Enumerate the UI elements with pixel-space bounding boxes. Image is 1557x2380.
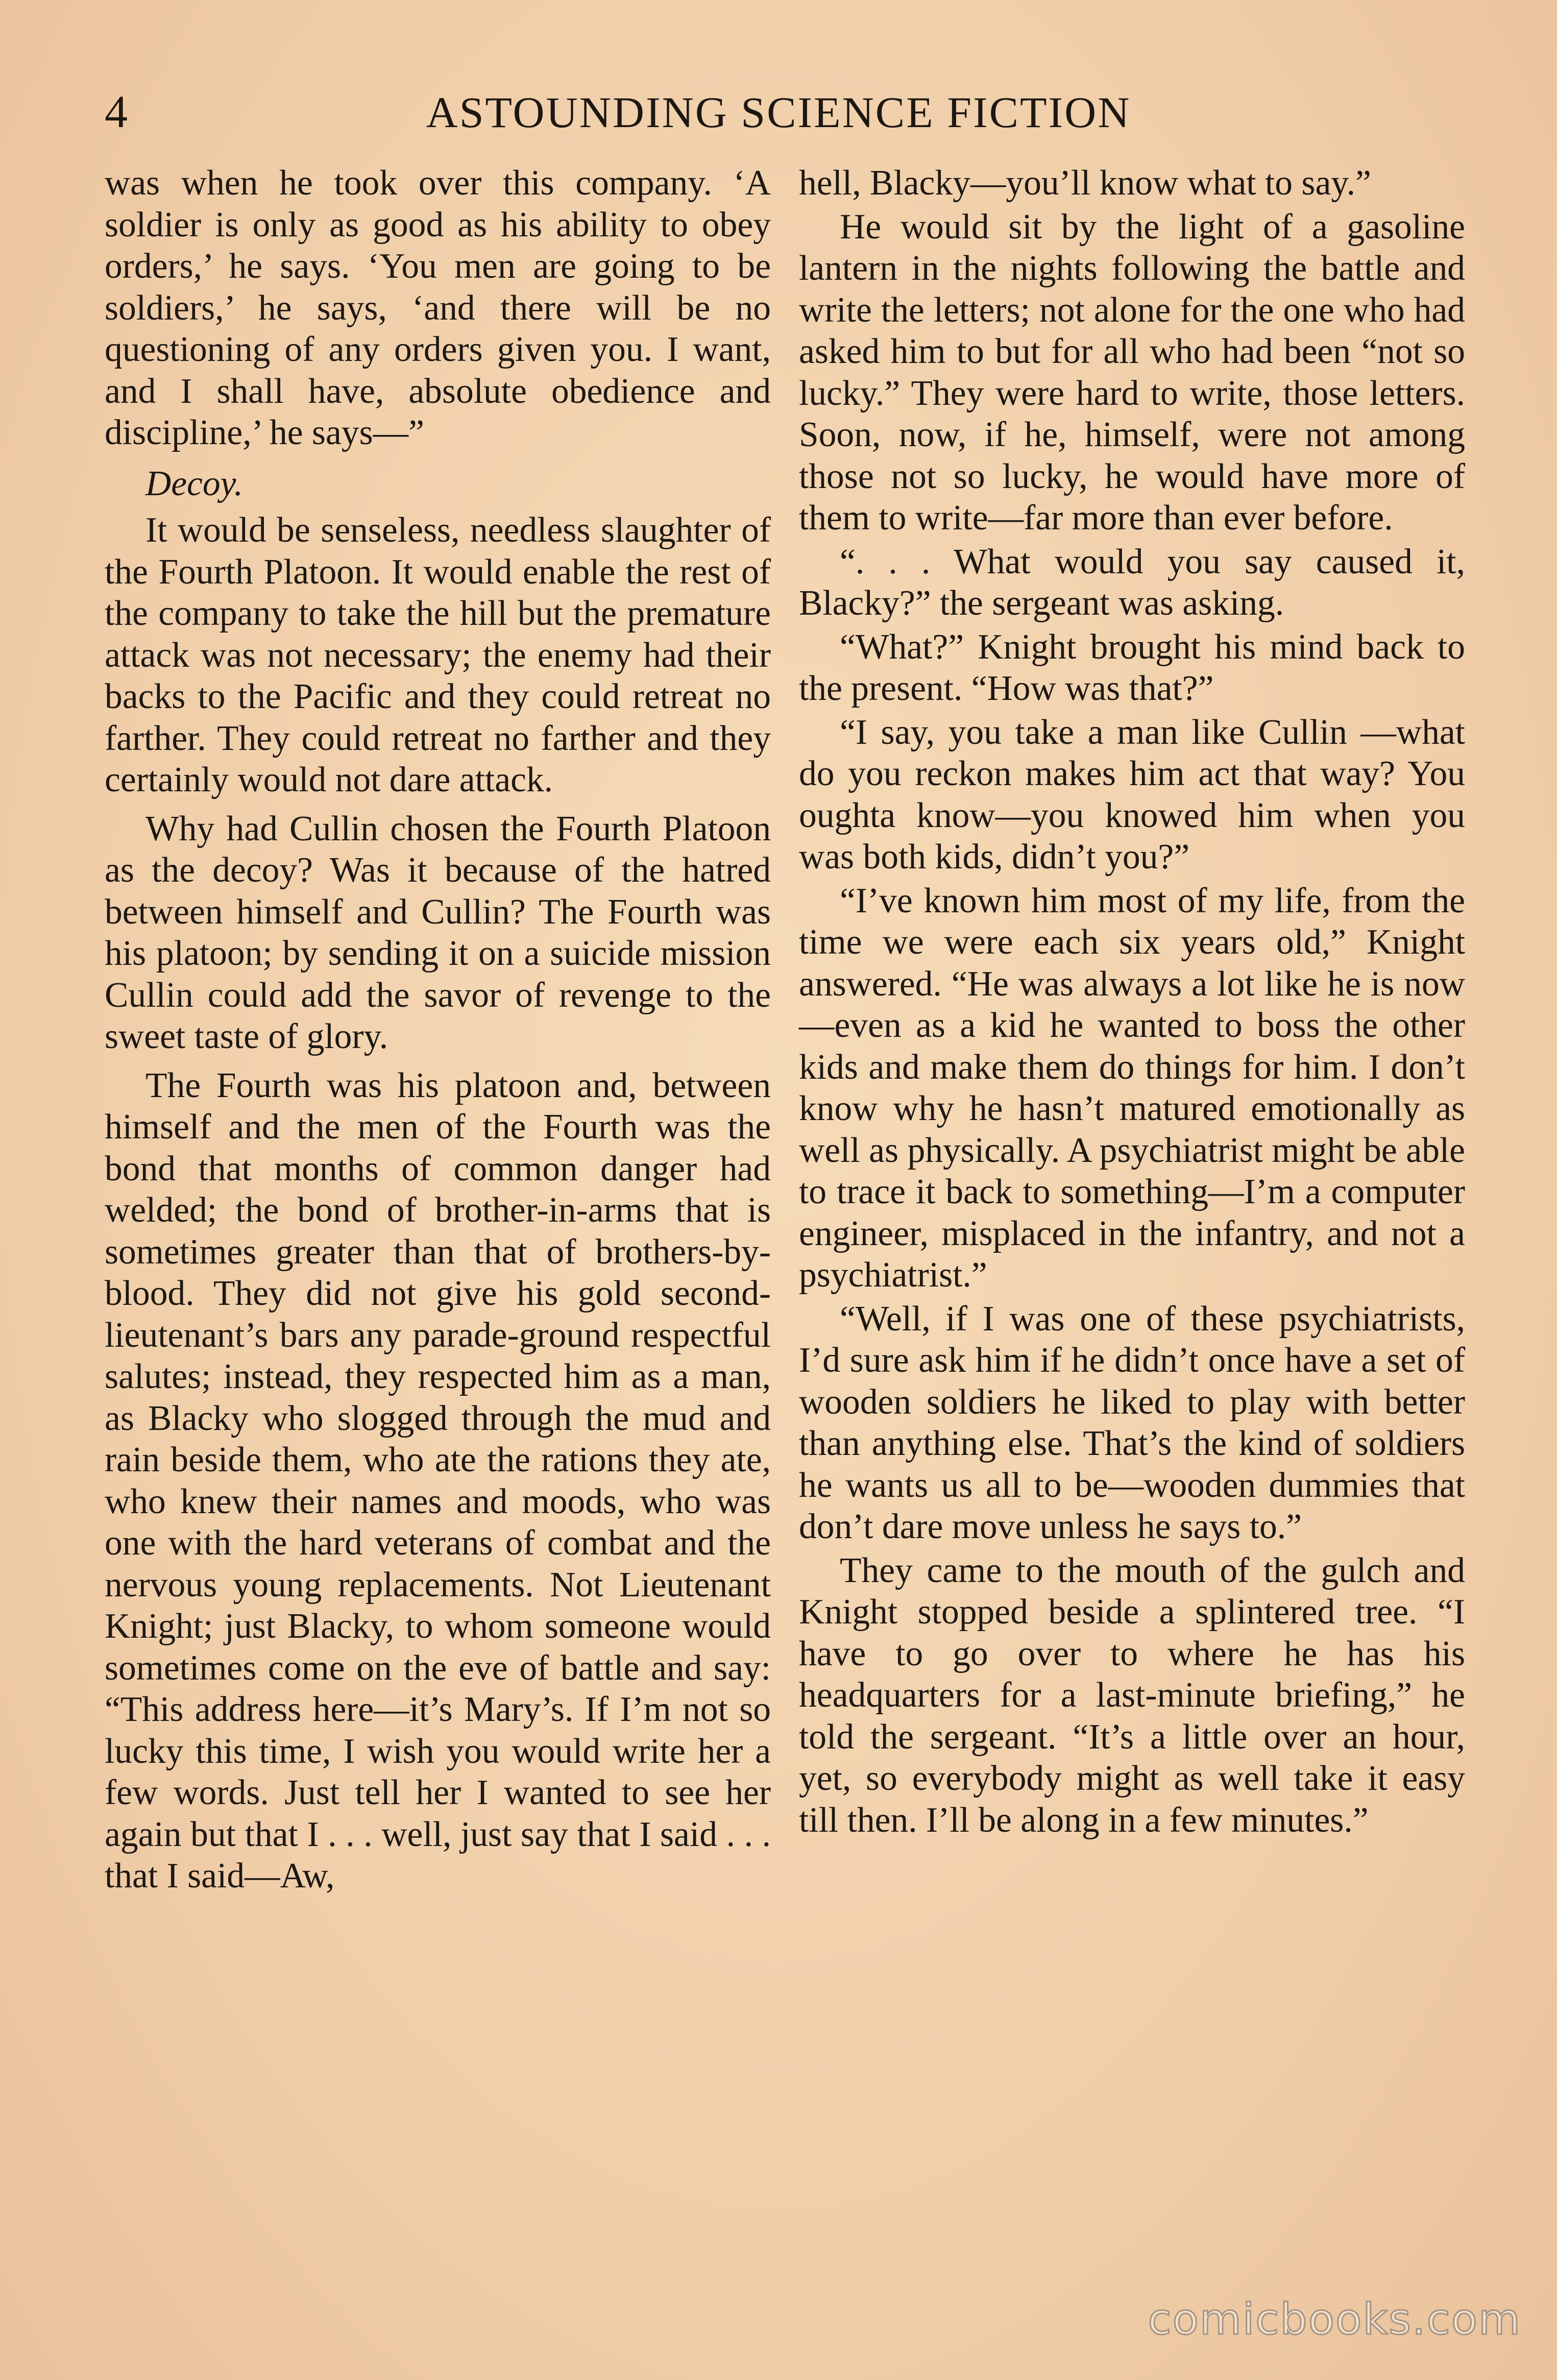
paragraph: He would sit by the light of a gasoline lantern in the nights following the battle and write the letters; not alone for the one who had asked him to but for all who had been “not so lucky.” They were hard to write, those letters. Soon, now, if he, himself, were not among those not so lucky, he would have more of them to write—far more than ever before. — [799, 207, 1465, 538]
paragraph: “. . . What would you say caused it, Blacky?” the sergeant was asking. — [799, 542, 1465, 623]
page-header — [105, 84, 1452, 140]
left-column — [105, 162, 771, 1897]
section-heading: Decoy. — [145, 464, 244, 503]
paragraph: They came to the mouth of the gulch and Knight stopped beside a splintered tree. “I have to go over to where he has his headquarters for a last-minute briefing,” he told the sergeant. “It’s a little over an hour, yet, so everybody might as well take it easy till then. I’ll be along in a few minutes.” — [799, 1550, 1465, 1840]
right-column — [799, 162, 1465, 1841]
running-head: ASTOUNDING SCIENCE FICTION — [426, 88, 1131, 137]
paragraph: “What?” Knight brought his mind back to the present. “How was that?” — [799, 627, 1465, 708]
watermark: comicbooks.com — [1148, 2294, 1521, 2344]
page-number: 4 — [105, 87, 128, 137]
paragraph: “Well, if I was one of these psychiatrists, I’d sure ask him if he didn’t once have a set of wooden soldiers he liked to play with better than anything else. That’s the kind of soldiers he wants us all to be—wooden dummies that don’t dare move unless he says to.” — [799, 1299, 1465, 1546]
paragraph: The Fourth was his platoon and, between himself and the men of the Fourth was the bond that months of common danger had welded; the bond of brother-in-arms that is sometimes greater than that of brothers-by-blood. They did not give his gold second-lieutenant’s bars any parade-ground respectful salutes; instead, they respected him as a man, as Blacky who slogged through the mud and rain beside them, who ate the rations they ate, who knew their names and moods, who was one with the hard veterans of combat and the nervous young replacements. Not Lieutenant Knight; just Blacky, to whom someone would sometimes come on the eve of battle and say: “This address here—it’s Mary’s. If I’m not so lucky this time, I wish you would write her a few words. Just tell her I wanted to see her again but that I . . . well, just say that I said . . . that I said—Aw, — [105, 1065, 771, 1896]
paragraph: Why had Cullin chosen the Fourth Platoon as the decoy? Was it because of the hatred between himself and Cullin? The Fourth was his platoon; by sending it on a suicide mission Cullin could add the savor of revenge to the sweet taste of glory. — [105, 809, 771, 1056]
paragraph: “I say, you take a man like Cullin —what do you reckon makes him act that way? You oughta know—you knowed him when you was both kids, didn’t you?” — [799, 712, 1465, 877]
paragraph: It would be senseless, needless slaughter of the Fourth Platoon. It would enable the rest of the company to take the hill but the premature attack was not necessary; the enemy had their backs to the Pacific and they could retreat no farther. They could retreat no farther and they certainly would not dare attack. — [105, 511, 771, 799]
paragraph: “I’ve known him most of my life, from the time we were each six years old,” Knight answered. “He was always a lot like he is now—even as a kid he wanted to boss the other kids and make them do things for him. I don’t know why he hasn’t matured emotionally as well as physically. A psychiatrist might be able to trace it back to something—I’m a computer engineer, misplaced in the infantry, and not a psychiatrist.” — [799, 881, 1465, 1295]
paragraph: was when he took over this company. ‘A soldier is only as good as his ability to obey orders,’ he says. ‘You men are going to be soldiers,’ he says, ‘and there will be no questioning of any orders given you. I want, and I shall have, absolute obedience and discipline,’ he says—” — [105, 163, 771, 452]
paragraph: hell, Blacky—you’ll know what to say.” — [799, 163, 1371, 203]
